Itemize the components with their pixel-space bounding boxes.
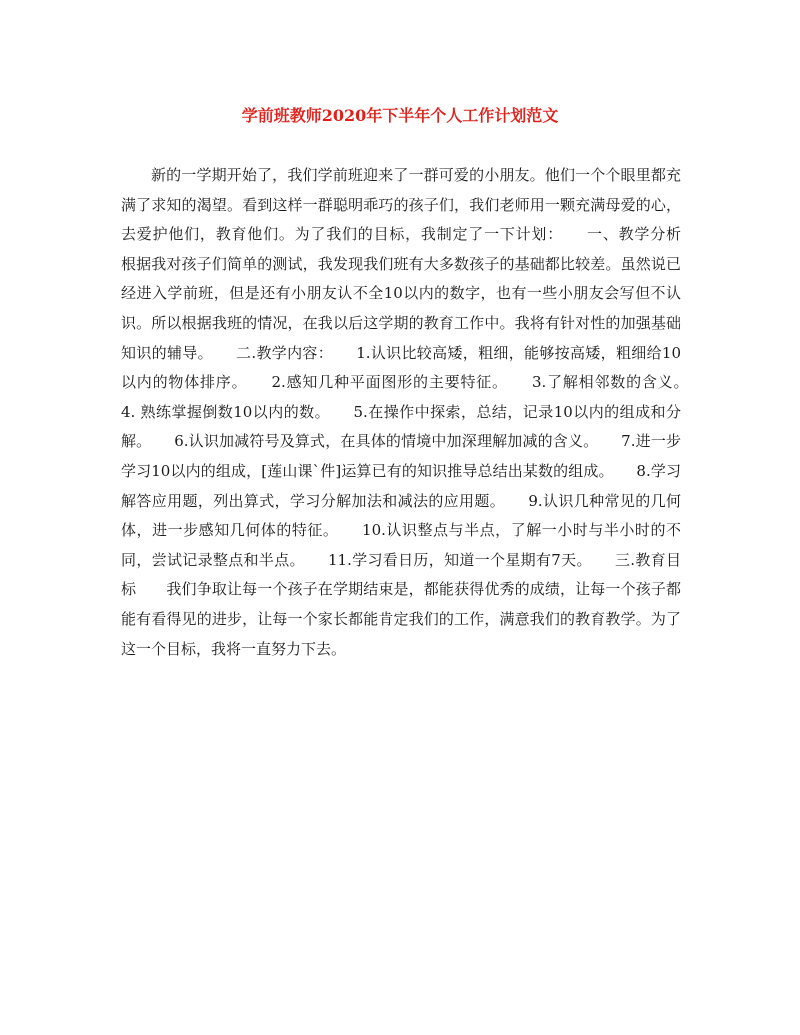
document-title: 学前班教师2020年下半年个人工作计划范文 [241,106,559,125]
document-body: 新的一学期开始了，我们学前班迎来了一群可爱的小朋友。他们一个个眼里都充满了求知的渴望。看到这样一群聪明乖巧的孩子们，我们老师用一颗充满母爱的心，去爱护他们，教育他们。为了我们的目标，我制定了一下计划： 一、教学分析 根据我对孩子们简单的测试，我发现我们班有大多数孩子的基础都比较差。虽然说已经进入学前班，但是还有小朋友认不全10以内的数字，也有一些小朋友会写但不认识。所以根据我班的情况，在我以后这学期的教育工作中。我将有针对性的加强基础知识的辅导。 二.教学内容： 1.认识比较高矮，粗细，能够按高矮，粗细给10以内的物体排序。 2.感知几种平面图形的主要特征。 3.了解相邻数的含义。 4. 熟练掌握倒数10以内的数。 5.在操作中探索，总结，记录10以内的组成和分解。 6.认识加减符号及算式，在具体的情境中加深理解加减的含义。 7.进一步学习10以内的组成，[莲山课`件]运算已有的知识推导总结出某数的组成。 8.学习解答应用题，列出算式，学习分解加法和减法的应用题。 9.认识几种常见的几何体，进一步感知几何体的特征。 10.认识整点与半点，了解一小时与半小时的不同，尝试记录整点和半点。 11.学习看日历，知道一个星期有7天。 三.教育目标 我们争取让每一个孩子在学期结束是，都能获得优秀的成绩，让每一个孩子都能有看得见的进步，让每一个家长都能肯定我们的工作，满意我们的教育教学。为了这一个目标，我将一直努力下去。 [121,166,712,658]
